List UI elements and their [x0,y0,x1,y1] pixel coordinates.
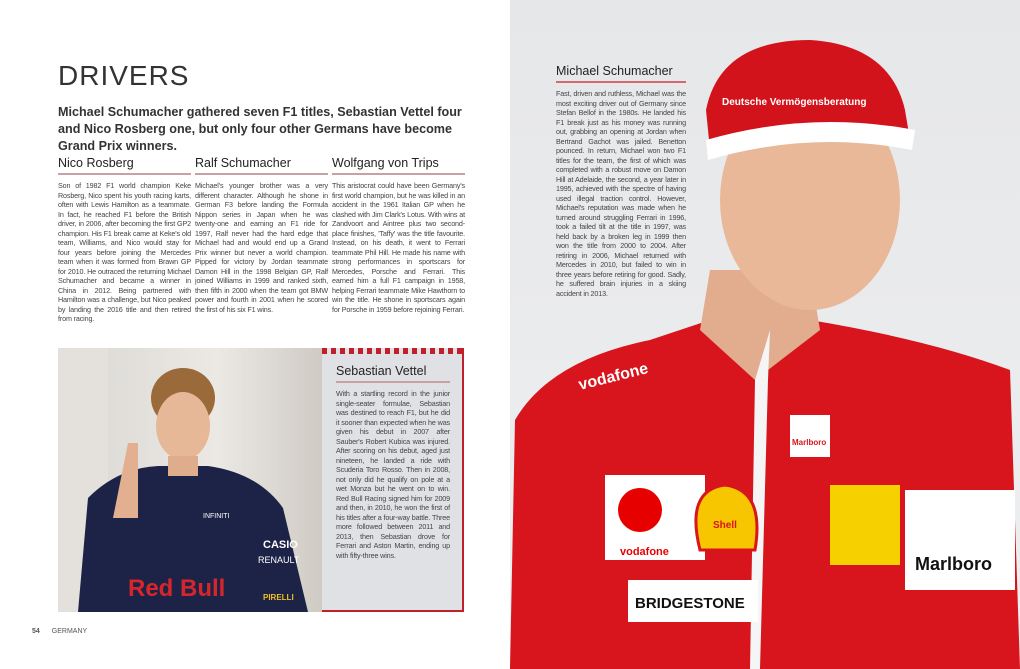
logo-marlboro: Marlboro [915,554,993,574]
logo-renault: RENAULT [258,555,300,565]
driver-text: Son of 1982 F1 world champion Keke Rosberg, Nico spent his youth racing karts, often with Lewis Hamilton as a teammate. In fact, he reached F1 before the British driver, in 2006, after becoming the first GP2 champion. His F1 break came at Keke's old team, Williams, and Nico would stay for four years before joining the Mercedes team when it was formed from Brawn GP for 2010. He outraced the returning Michael Schumacher and became a winner in China in 2012. Being partnered with Hamilton was a challenge, but Nico peaked by landing the 2016 title and then retired from racing. [58,181,191,323]
driver-heading: Michael Schumacher [556,64,686,83]
driver-heading: Sebastian Vettel [336,364,450,383]
driver-heading: Wolfgang von Trips [332,156,465,175]
driver-text: With a startling record in the junior single-seater formulae, Sebastian was destined to reach F1, but he did it sooner than expected when he was given his debut in 2007 after Sauber's Robert Kubica was injured. After scoring on his debut, aged just nineteen, he landed a ride with Scuderia Toro Rosso. Then in 2008, not only did he qualify on pole at a wet Monza but he went on to win. Red Bull Racing signed him for 2009 and then, in 2010, he won the first of his titles after a four-way battle. Three more followed between 2011 and 2013, then Sebastian drove for Ferrari and Aston Martin, ending up with fifty-three wins. [336,389,450,560]
logo-vodafone: vodafone [620,546,669,558]
sebastian-vettel-sidebar [322,348,464,612]
driver-michael-schumacher [556,64,686,298]
logo-dvag: Deutsche Vermögensberatung [722,97,867,108]
driver-wolfgang-von-trips [332,156,465,314]
page-title: DRIVERS [58,60,190,91]
driver-text: Michael's younger brother was a very different character. Although he shone in German F3 before landing the Formula Nippon series in Japan when he was twenty-one and earning an F1 ride for 1997, Ralf never had the hard edge that Michael had and would end up a Grand Prix winner but never a world champion. Pipped for victory by Jordan teammate Damon Hill in the 1998 Belgian GP, Ralf joined Williams in 1999 and ranked sixth, then fifth in 2000 when the team got BMW power and fourth in 2001 when he scored the first of his six F1 wins. [195,181,328,314]
page-footer [32,628,87,635]
logo-marlboro-small: Marlboro [792,438,827,447]
vettel-photo [58,348,322,612]
logo-red-bull: Red Bull [128,575,226,602]
driver-ralf-schumacher [195,156,328,314]
driver-heading: Nico Rosberg [58,156,191,175]
logo-casio: CASIO [263,539,298,551]
logo-bridgestone: BRIDGESTONE [635,595,745,612]
page-number: 54 [32,628,40,635]
driver-heading: Ralf Schumacher [195,156,328,175]
intro-text: Michael Schumacher gathered seven F1 titles, Sebastian Vettel four and Nico Rosberg one, but only four other Germans have become Grand Prix winners. [58,105,462,153]
driver-text: Fast, driven and ruthless, Michael was the most exciting driver out of Germany since Stefan Bellof in the 1980s. He landed his F1 break just as his money was running out, grabbing an opening at Jordan when Bertrand Gachot was jailed. Benetton pounced. In return, Michael won two F1 titles for the team, the first of which was completed with a robust move on Damon Hill at Adelaide, the second, a year later in 1995, achieved with the spectre of having used illegal traction control. However, Michael's reputation was made when he turned around struggling Ferrari in 1996, took a failed tilt at the title in 1997, was held back by a broken leg in 1999 then won the title from 2000 to 2004. After retiring in 2006, Michael returned with Mercedes in 2010, but failed to win in three years before retiring for good. Sadly, he suffered brain injuries in a skiing accident in 2013. [556,89,686,298]
logo-infiniti: INFINITI [203,513,230,520]
logo-pirelli: PIRELLI [263,593,294,602]
section-name: GERMANY [51,628,88,635]
right-page [510,0,1020,669]
logo-shell: Shell [713,520,737,531]
dashed-divider [322,348,462,354]
logo-vodafone-chest: vodafone [576,360,650,394]
driver-nico-rosberg [58,156,191,324]
driver-text: This aristocrat could have been Germany's first world champion, but he was killed in an accident in the 1961 Italian GP when he clashed with Jim Clark's Lotus. With wins at Zandvoort and Aintree plus two second-place finishes, 'Taffy' was the title favourite. Instead, on his death, it went to Ferrari teammate Phil Hill. He made his name with strong performances in sportscars for Mercedes, Porsche and Ferrari. This earned him a full F1 campaign in 1958, helping Ferrari teammate Mike Hawthorn to win the title. He shone in sportscars again for Porsche in 1959 before rejoining Ferrari. [332,181,465,314]
